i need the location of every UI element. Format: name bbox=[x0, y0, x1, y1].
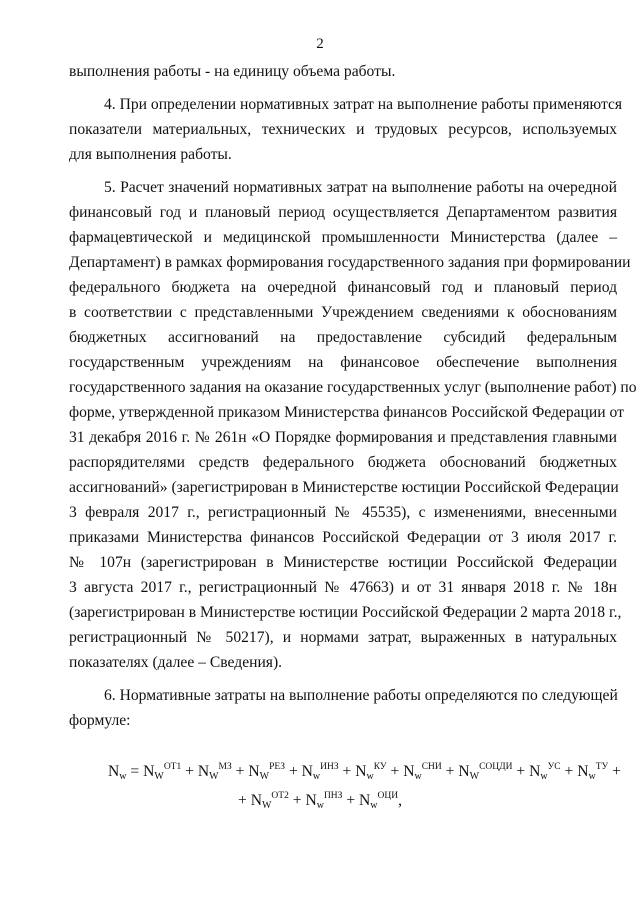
paragraph-line: (зарегистрирован в Министерстве юстиции Российской Федерации 2 марта 2018 г., bbox=[69, 604, 622, 621]
paragraph-line: фармацевтической и медицинской промышленности Министерства (далее – bbox=[69, 229, 617, 246]
formula-subscript: W bbox=[154, 771, 164, 782]
formula-symbol: N bbox=[108, 763, 120, 780]
formula-superscript: ОЦИ bbox=[377, 791, 399, 801]
formula-symbol: N bbox=[305, 792, 317, 809]
paragraph-line: приказами Министерства финансов Российской Федерации от 3 июля 2017 г. bbox=[69, 529, 617, 546]
formula-superscript: ОТ2 bbox=[271, 791, 289, 801]
formula-superscript: УС bbox=[547, 762, 561, 772]
formula-term bbox=[577, 763, 608, 780]
formula-subscript: w bbox=[370, 800, 378, 811]
formula-lhs bbox=[108, 763, 127, 780]
paragraph-line: ассигнований» (зарегистрирован в Министерстве юстиции Российской Федерации bbox=[69, 479, 619, 496]
paragraph-line: распорядителями средств федерального бюджета обоснований бюджетных bbox=[69, 454, 617, 471]
page-number: 2 bbox=[316, 36, 324, 52]
formula-operator: + bbox=[231, 763, 249, 780]
paragraph-line: Департамент) в рамках формирования государственного задания при формировании bbox=[69, 254, 631, 271]
paragraph-line: в соответствии с представленными Учреждением сведениями к обоснованиям bbox=[69, 304, 617, 321]
formula-superscript: ТУ bbox=[595, 762, 609, 772]
formula-symbol: N bbox=[301, 763, 313, 780]
paragraph-line: финансовый год и плановый период осуществляется Департаментом развития bbox=[69, 204, 617, 221]
formula-term bbox=[302, 763, 339, 780]
formula-symbol: N bbox=[403, 763, 415, 780]
paragraph-line: регистрационный № 50217), и нормами затрат, выраженных в натуральных bbox=[69, 629, 617, 646]
paragraph-line: 3 августа 2017 г., регистрационный № 47663) и от 31 января 2018 г. № 18н bbox=[69, 579, 617, 596]
formula-superscript: ПНЗ bbox=[323, 791, 343, 801]
formula-symbol: N bbox=[355, 763, 367, 780]
formula-symbol: N bbox=[458, 763, 470, 780]
formula-subscript: W bbox=[259, 771, 270, 782]
formula-superscript: ОТ1 bbox=[163, 762, 182, 772]
formula-symbol: N bbox=[577, 763, 589, 780]
formula-operator: + bbox=[342, 792, 360, 809]
formula-operator: , bbox=[398, 792, 403, 809]
formula-term bbox=[355, 763, 386, 780]
formula-superscript: МЗ bbox=[218, 762, 232, 772]
formula-symbol: N bbox=[250, 792, 262, 809]
paragraph-line: выполнения работы - на единицу объема работы. bbox=[69, 63, 396, 80]
formula-operator: + bbox=[288, 792, 306, 809]
paragraph-line: бюджетных ассигнований на предоставление субсидий федеральным bbox=[69, 329, 617, 346]
paragraph-line: форме, утвержденной приказом Министерства финансов Российской Федерации от bbox=[69, 404, 624, 421]
formula-subscript: W bbox=[209, 771, 219, 782]
formula-line-1 bbox=[108, 762, 621, 782]
formula-operator: + bbox=[441, 763, 459, 780]
formula-subscript: w bbox=[588, 771, 596, 782]
formula-subscript: w bbox=[312, 771, 321, 782]
formula-superscript: ИНЗ bbox=[320, 762, 339, 772]
formula-symbol: N bbox=[197, 763, 210, 780]
formula-term bbox=[305, 792, 342, 809]
paragraph-line: государственным учреждениям на финансовое обеспечение выполнения bbox=[69, 354, 617, 371]
formula-term bbox=[359, 792, 398, 809]
formula-operator: = bbox=[126, 763, 144, 780]
formula-term bbox=[198, 763, 232, 780]
paragraph-line: № 107н (зарегистрирован в Министерстве юстиции Российской Федерации bbox=[69, 554, 617, 571]
formula-term bbox=[143, 763, 181, 780]
formula-operator: + bbox=[238, 792, 251, 809]
formula-superscript: КУ bbox=[373, 762, 387, 772]
formula-operator: + bbox=[560, 763, 578, 780]
paragraph-line: 3 февраля 2017 г., регистрационный № 45535), с изменениями, внесенными bbox=[69, 504, 617, 521]
formula-term bbox=[403, 763, 442, 780]
paragraph-line: 4. При определении нормативных затрат на выполнение работы применяются bbox=[104, 96, 623, 113]
paragraph-line: 5. Расчет значений нормативных затрат на выполнение работы на очередной bbox=[104, 179, 617, 196]
formula-symbol: N bbox=[529, 763, 541, 780]
formula-superscript: СНИ bbox=[421, 762, 442, 772]
formula-subscript: w bbox=[366, 771, 374, 782]
formula-operator: + bbox=[512, 763, 530, 780]
formula-symbol: N bbox=[359, 792, 371, 809]
paragraph-line: показатели материальных, технических и трудовых ресурсов, используемых bbox=[69, 121, 617, 138]
formula-symbol: N bbox=[143, 763, 155, 780]
formula-operator: + bbox=[285, 763, 302, 780]
paragraph-line: формуле: bbox=[69, 712, 131, 729]
formula-subscript: w bbox=[316, 800, 324, 811]
formula-superscript: СОЦДИ bbox=[479, 762, 513, 772]
formula-term bbox=[251, 792, 289, 809]
formula-operator: + bbox=[608, 763, 621, 780]
formula-subscript: W bbox=[261, 800, 272, 811]
formula-term bbox=[529, 763, 561, 780]
formula-operator: + bbox=[181, 763, 198, 780]
formula-operator: + bbox=[386, 763, 404, 780]
formula-line-2 bbox=[238, 791, 402, 811]
paragraph-line: 31 декабря 2016 г. № 261н «О Порядке формирования и представления главными bbox=[69, 429, 617, 446]
formula-superscript: РЕЗ bbox=[269, 762, 286, 772]
paragraph-line: 6. Нормативные затраты на выполнение работы определяются по следующей bbox=[104, 687, 618, 704]
formula-term bbox=[458, 763, 512, 780]
formula-subscript: w bbox=[119, 771, 127, 782]
formula-term bbox=[248, 763, 285, 780]
paragraph-line: показателях (далее – Сведения). bbox=[69, 654, 283, 671]
formula-symbol: N bbox=[248, 763, 260, 780]
formula-subscript: w bbox=[414, 771, 422, 782]
paragraph-line: для выполнения работы. bbox=[69, 146, 232, 163]
formula-subscript: w bbox=[540, 771, 548, 782]
paragraph-line: федерального бюджета на очередной финансовый год и плановый период bbox=[69, 279, 617, 296]
formula-operator: + bbox=[338, 763, 356, 780]
paragraph-line: государственного задания на оказание государственных услуг (выполнение работ) по bbox=[69, 379, 637, 396]
formula-subscript: W bbox=[469, 771, 480, 782]
